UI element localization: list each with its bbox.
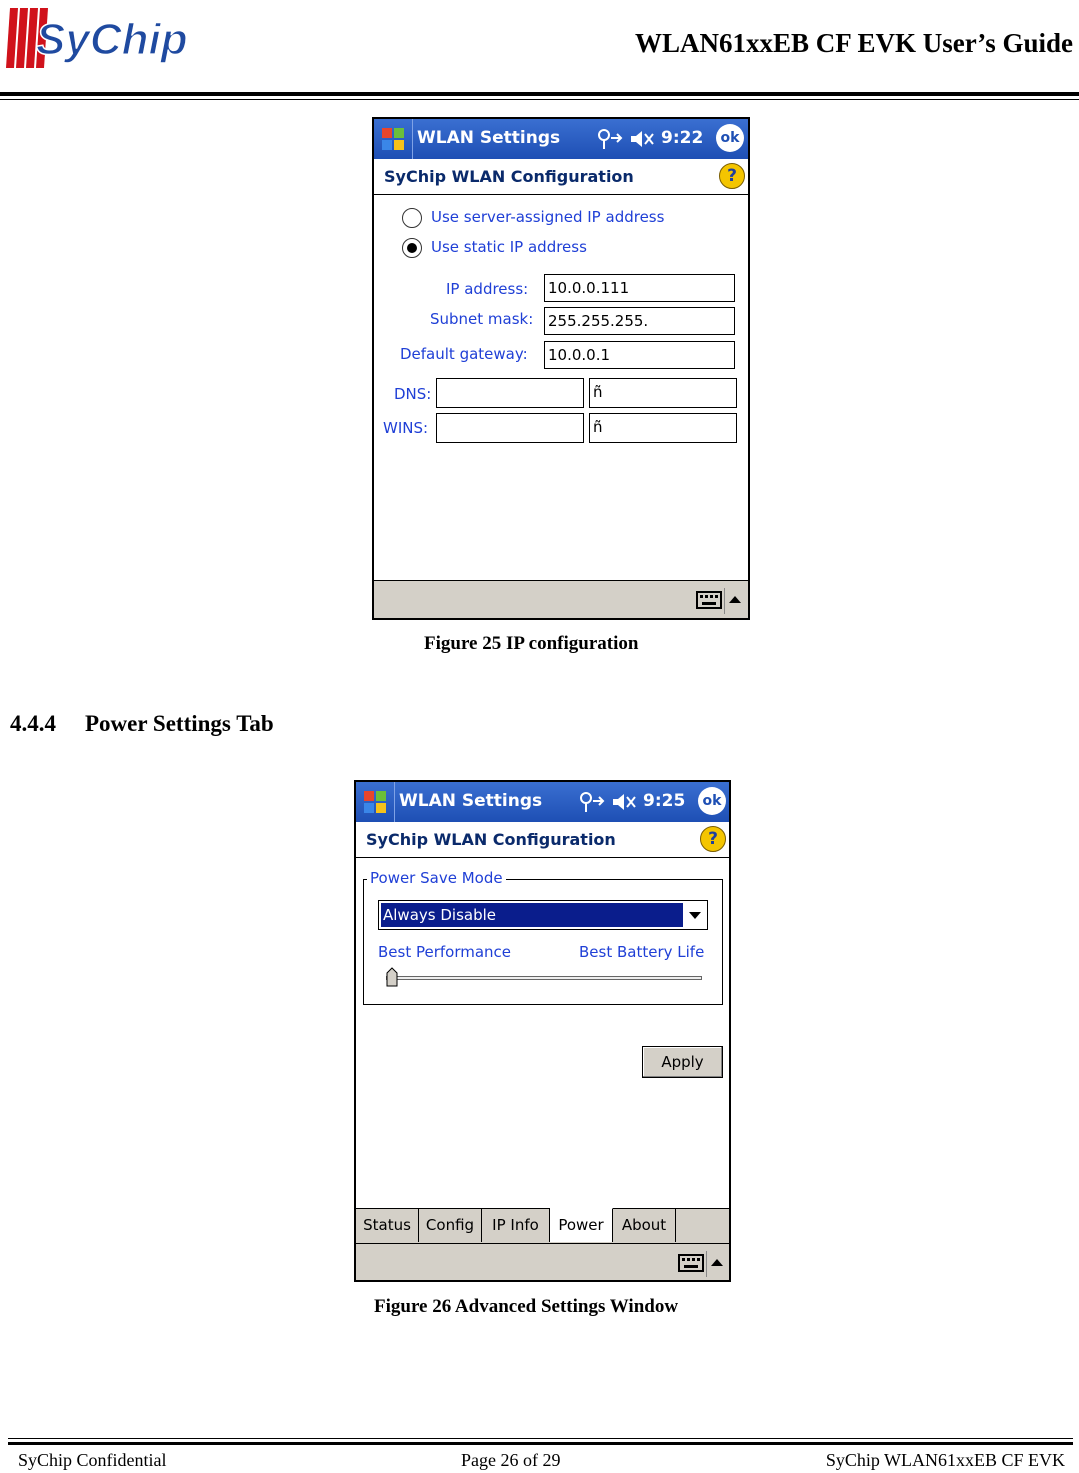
chevron-down-icon[interactable] [689,912,701,919]
footer-right: SyChip WLAN61xxEB CF EVK [825,1450,1065,1470]
power-save-mode-label: Power Save Mode [367,869,506,887]
wins-secondary-field[interactable]: ñ [589,413,737,443]
static-ip-label[interactable]: Use static IP address [431,238,587,256]
app-title: WLAN Settings [417,128,561,148]
server-assigned-radio[interactable] [402,208,422,228]
best-battery-life-label: Best Battery Life [579,943,705,961]
dns-secondary-field[interactable]: ñ [589,378,737,408]
tab-about[interactable]: About [613,1209,676,1242]
keyboard-icon[interactable] [696,591,722,609]
clock[interactable]: 9:22 [661,128,704,148]
page-number: Page 26 of 29 [461,1450,561,1470]
header-rule-thin [0,99,1079,100]
wins-label: WINS: [383,419,429,437]
footer-rule-thin [8,1438,1073,1439]
sip-separator [706,1251,707,1277]
figure-25-caption: Figure 25 IP configuration [424,633,639,654]
sip-bar [374,580,748,620]
ip-config-screen [372,117,750,620]
heading-text: SyChip WLAN Configuration [384,167,634,186]
title-separator [412,119,413,159]
footer-left: SyChip Confidential [18,1450,167,1470]
footer-rule [8,1442,1073,1445]
wins-primary-field[interactable] [436,413,584,443]
ok-button[interactable]: ok [698,787,726,815]
svg-text:SyChip: SyChip [36,15,188,64]
connectivity-icon[interactable] [578,790,606,814]
help-icon[interactable]: ? [700,826,726,852]
help-icon[interactable]: ? [719,163,745,189]
ip-address-label: IP address: [446,280,529,298]
tab-config[interactable]: Config [419,1209,482,1242]
tab-power[interactable]: Power [550,1208,613,1242]
subnet-mask-label: Subnet mask: [430,310,534,328]
app-title: WLAN Settings [399,791,543,811]
sychip-logo [4,2,226,72]
power-mode-dropdown[interactable] [378,900,708,930]
dns-label: DNS: [394,385,432,403]
default-gateway-label: Default gateway: [400,345,528,363]
tab-status[interactable]: Status [356,1209,419,1242]
config-heading [374,159,748,195]
speaker-muted-icon[interactable] [628,127,656,151]
speaker-muted-icon[interactable] [610,790,638,814]
subnet-mask-field[interactable]: 255.255.255. [544,307,735,335]
keyboard-icon[interactable] [678,1254,704,1272]
document-title: WLAN61xxEB CF EVK User’s Guide [635,28,1073,58]
header-rule [0,92,1079,96]
power-settings-screen [354,780,731,1282]
server-assigned-label[interactable]: Use server-assigned IP address [431,208,665,226]
best-performance-label: Best Performance [378,943,512,961]
power-slider-thumb[interactable] [386,967,398,987]
tab-ip-info[interactable]: IP Info [482,1209,550,1242]
power-slider-track[interactable] [386,976,702,980]
section-number: 4.4.4 [10,711,56,736]
sip-arrow-icon[interactable] [711,1259,723,1266]
windows-start-icon[interactable] [376,122,410,156]
figure-26-caption: Figure 26 Advanced Settings Window [374,1296,679,1317]
title-bar [356,782,729,822]
power-mode-selected[interactable]: Always Disable [381,903,683,927]
sip-bar [356,1243,729,1282]
static-ip-radio[interactable] [402,238,422,258]
title-bar [374,119,748,159]
config-heading [356,822,729,858]
section-title: Power Settings Tab [85,711,274,736]
sip-arrow-icon[interactable] [729,596,741,603]
apply-button[interactable]: Apply [642,1046,723,1078]
tab-bar [356,1208,729,1243]
title-separator [394,782,395,822]
ok-button[interactable]: ok [716,124,744,152]
power-save-group [363,879,723,1005]
dns-primary-field[interactable] [436,378,584,408]
heading-text: SyChip WLAN Configuration [366,830,616,849]
sip-separator [724,588,725,614]
windows-start-icon[interactable] [358,785,392,819]
connectivity-icon[interactable] [596,127,624,151]
default-gateway-field[interactable]: 10.0.0.1 [544,341,735,369]
ip-address-field[interactable]: 10.0.0.111 [544,274,735,302]
clock[interactable]: 9:25 [643,791,686,811]
